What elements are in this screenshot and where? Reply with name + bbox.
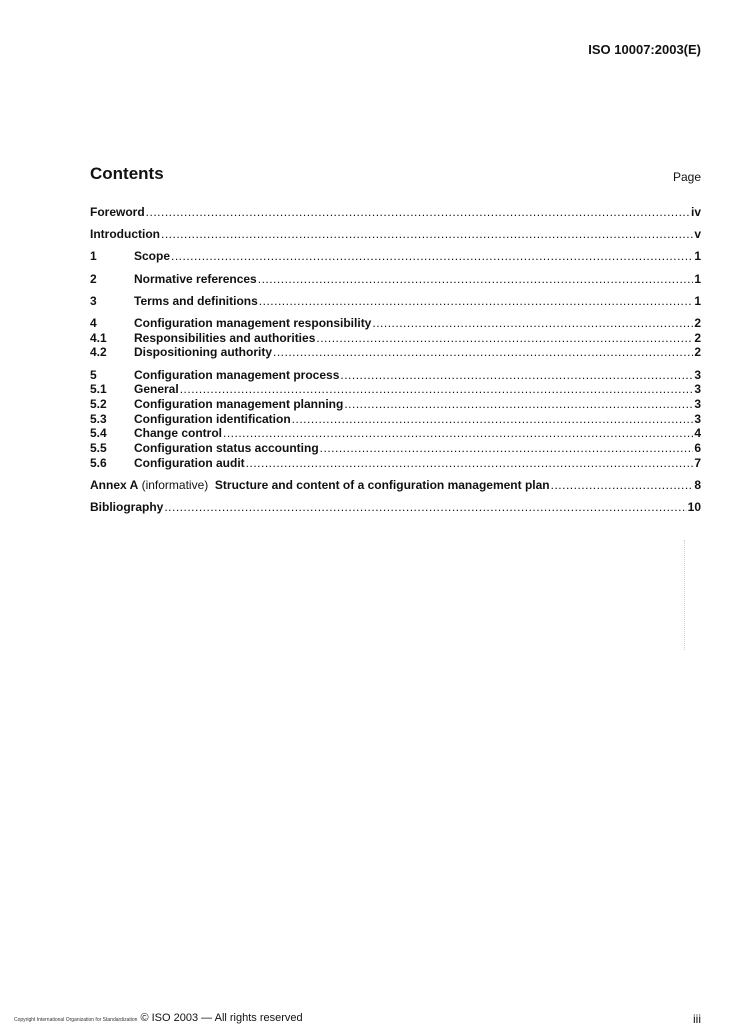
toc-entry-page: 10 (687, 500, 701, 514)
toc-entry-page: 3 (694, 411, 701, 426)
toc-entry-page: v (694, 227, 701, 242)
toc-entry-title: Bibliography (90, 500, 164, 514)
toc-entry-number: 5.1 (90, 382, 107, 397)
toc-entry[interactable] (90, 345, 701, 360)
dot-leader (223, 426, 693, 441)
toc-entry[interactable] (90, 368, 701, 383)
dot-leader (161, 227, 693, 242)
toc-entry-number: 4.2 (90, 345, 107, 360)
toc-entry[interactable] (90, 294, 701, 309)
toc-entry-number: 5.6 (90, 455, 107, 470)
toc-entry-title: Scope (134, 249, 171, 264)
dot-leader (246, 456, 694, 471)
toc-entry-number: 5.4 (90, 426, 107, 441)
dot-leader (146, 205, 690, 220)
toc-entry-number: 5.2 (90, 396, 107, 411)
toc-entry-page: 7 (694, 455, 701, 470)
toc-entry[interactable] (90, 441, 701, 456)
toc-entry-title (90, 478, 550, 493)
toc-entry[interactable] (90, 412, 701, 427)
contents-heading: Contents (90, 164, 164, 183)
toc-entry-number: 4.1 (90, 330, 107, 345)
toc-entry[interactable] (90, 426, 701, 441)
copyright-notice (14, 1012, 303, 1024)
toc-entry-number: 5 (90, 367, 97, 382)
toc-entry-title: Configuration status accounting (134, 440, 319, 455)
toc-entry-title: General (134, 382, 179, 397)
toc-entry-annex-a[interactable] (90, 478, 701, 493)
annex-title: Structure and content of a configuration management plan (214, 477, 550, 492)
page-column-label: Page (672, 170, 701, 184)
toc-entry-title: Responsibilities and authorities (134, 330, 316, 345)
toc-entry-page: 1 (694, 249, 701, 264)
toc-entry-title: Introduction (90, 227, 160, 242)
toc-entry[interactable] (90, 456, 701, 471)
toc-entry[interactable] (90, 227, 701, 242)
toc-entry-page: 3 (694, 382, 701, 397)
toc-entry-page: 2 (694, 345, 701, 360)
annex-prefix: Annex A (90, 477, 139, 492)
toc-entry[interactable] (90, 397, 701, 412)
page-number: iii (693, 1012, 701, 1026)
toc-entry[interactable] (90, 249, 701, 264)
toc-entry-title: Dispositioning authority (134, 345, 272, 360)
toc-entry-title: Configuration audit (134, 455, 245, 470)
toc-entry-page: 6 (694, 440, 701, 455)
dot-leader (340, 368, 693, 383)
dot-leader (259, 294, 694, 309)
document-id: ISO 10007:2003(E) (588, 42, 701, 57)
toc-entry-title: Normative references (134, 271, 257, 286)
toc-entry-number: 5.5 (90, 440, 107, 455)
toc-entry-page: 2 (694, 315, 701, 330)
toc-entry-number: 3 (90, 293, 97, 308)
toc-entry[interactable] (90, 331, 701, 346)
dot-leader (292, 412, 694, 427)
toc-entry-number: 4 (90, 315, 97, 330)
toc-entry-title: Configuration identification (134, 411, 291, 426)
toc-entry-title: Configuration management planning (134, 396, 344, 411)
dot-leader (273, 345, 693, 360)
margin-scan-marks (684, 540, 691, 650)
dot-leader (551, 478, 694, 493)
dot-leader (320, 441, 694, 456)
dot-leader (164, 500, 686, 515)
table-of-contents (90, 205, 701, 515)
toc-entry-title: Foreword (90, 205, 145, 219)
toc-entry-page: 3 (694, 367, 701, 382)
copyright-small-print: Copyright International Organization for Standardization (14, 1017, 138, 1023)
toc-entry-page: 1 (694, 293, 701, 308)
toc-entry[interactable] (90, 316, 701, 331)
toc-entry[interactable] (90, 205, 701, 220)
dot-leader (372, 316, 693, 331)
toc-entry-number: 5.3 (90, 411, 107, 426)
toc-entry-page: 4 (694, 426, 701, 441)
copyright-text: © ISO 2003 — All rights reserved (140, 1012, 303, 1024)
toc-entry[interactable] (90, 382, 701, 397)
toc-entry-title: Configuration management responsibility (134, 315, 372, 330)
toc-entry-page: 1 (694, 271, 701, 286)
annex-qualifier: (informative) (138, 477, 215, 492)
toc-entry-page: 8 (694, 477, 701, 492)
toc-entry-page: iv (690, 205, 701, 219)
dot-leader (180, 382, 694, 397)
toc-entry-page: 2 (694, 330, 701, 345)
dot-leader (258, 272, 694, 287)
dot-leader (316, 331, 693, 346)
toc-entry-number: 2 (90, 271, 97, 286)
toc-entry-bibliography[interactable] (90, 500, 701, 515)
toc-entry-page: 3 (694, 396, 701, 411)
dot-leader (344, 397, 693, 412)
toc-entry[interactable] (90, 272, 701, 287)
toc-entry-number: 1 (90, 249, 97, 264)
toc-entry-title: Configuration management process (134, 367, 340, 382)
toc-entry-title: Terms and definitions (134, 293, 258, 308)
dot-leader (171, 249, 693, 264)
toc-entry-title: Change control (134, 426, 223, 441)
